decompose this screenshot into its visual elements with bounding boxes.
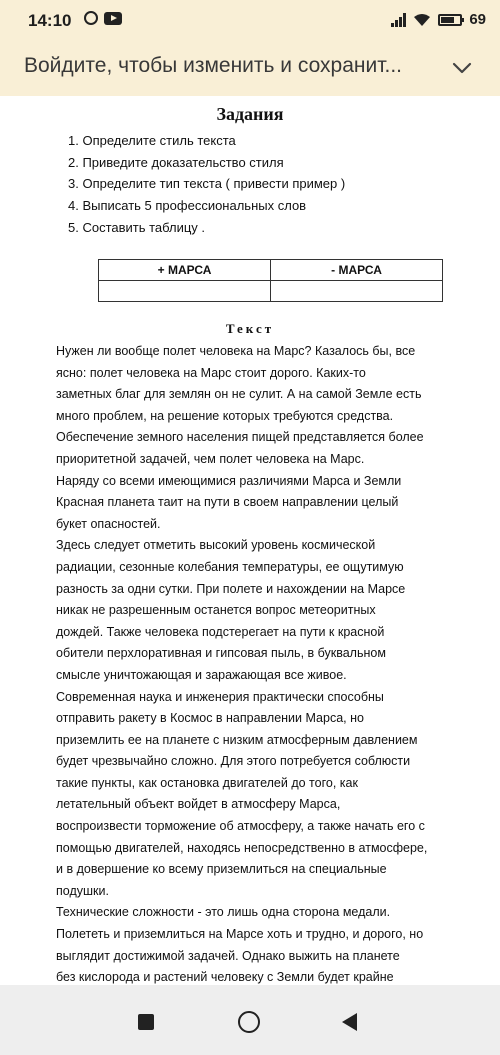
sign-in-banner[interactable] — [0, 40, 500, 96]
text-line: радиации, сезонные колебания температуры, ее ощутимую — [56, 559, 404, 574]
text-line: будет чрезвычайно сложно. Для этого потребуется соблюсти — [56, 754, 411, 769]
mars-table — [98, 259, 443, 302]
document-view[interactable] — [0, 96, 500, 985]
text-line: смысле уничтожающая и заражающая все живое. — [56, 667, 347, 682]
text-line: ясно: полет человека на Марс стоит дорого. Каких-то — [56, 365, 366, 380]
circle-icon[interactable] — [238, 1011, 260, 1033]
text-line: приземлить ее на планете с низким атмосферным давлением — [56, 732, 418, 747]
text-line: без кислорода и растений человеку с Земли будет крайне — [56, 970, 394, 985]
table-header-plus: + МАРСА — [99, 260, 271, 281]
text-line: и в довершение ко всему приземлиться на специальные — [56, 862, 387, 877]
text-line: выглядит достижимой задачей. Однако выжить на планете — [56, 948, 400, 963]
task-item: 4. Выписать 5 профессиональных слов — [68, 198, 307, 214]
task-item: 2. Приведите доказательство стиля — [68, 154, 284, 170]
text-line: заметных благ для землян он не сулит. А на самой Земле есть — [56, 387, 422, 402]
status-bar — [0, 0, 500, 40]
status-system-icons — [391, 11, 486, 28]
text-line: Полететь и приземлиться на Марсе хоть и трудно, и дорого, но — [56, 927, 424, 942]
article-body — [56, 341, 491, 1010]
text-line: обители перхлоративная и гипсовая пыль, в буквальном — [56, 646, 386, 661]
table-cell — [99, 281, 271, 302]
text-line: Здесь следует отметить высокий уровень космической — [56, 538, 376, 553]
signal-icon — [391, 13, 406, 27]
table-header-row — [99, 260, 443, 281]
wifi-icon — [413, 13, 431, 27]
task-item: 3. Определите тип текста ( привести пример ) — [68, 176, 346, 192]
text-line: подушки. — [56, 883, 109, 898]
text-line: отправить ракету в Космос в направлении Марса, но — [56, 711, 364, 726]
square-icon[interactable] — [138, 1014, 154, 1030]
youtube-icon — [104, 12, 122, 25]
text-line: разность за одни сутки. При полете и нахождении на Марсе — [56, 581, 406, 596]
text-line: летательный объект войдет в атмосферу Марса, — [56, 797, 341, 812]
status-notification-icons — [84, 11, 122, 25]
text-line: такие пункты, как остановка двигателей до того, как — [56, 775, 358, 790]
triangle-back-icon[interactable] — [342, 1013, 357, 1031]
table-row — [99, 281, 443, 302]
chevron-down-icon[interactable] — [452, 62, 472, 74]
document-title: Задания — [216, 104, 284, 124]
battery-percent: 69 — [469, 11, 486, 28]
text-line: воспроизвести торможение об атмосферу, а также начать его с — [56, 819, 425, 834]
navigation-bar — [0, 985, 500, 1055]
text-line: дождей. Также человека подстерегает на пути к красной — [56, 624, 385, 639]
text-line: Технические сложности - это лишь одна сторона медали. — [56, 905, 391, 920]
table-header-minus: - МАРСА — [271, 260, 443, 281]
task-item: 1. Определите стиль текста — [68, 133, 236, 148]
text-heading: Текст — [225, 321, 275, 336]
text-line: Красная планета таит на пути в своем направлении целый — [56, 495, 399, 510]
text-line: помощью двигателей, находясь непосредственно в атмосфере, — [56, 840, 428, 855]
text-line: Современная наука и инженерия практически способны — [56, 689, 384, 704]
text-line: много проблем, на решение которых требуются средства. — [56, 408, 394, 423]
text-line: приоритетной задачей, чем полет человека на Марс. — [56, 451, 365, 466]
text-line: Наряду со всеми имеющимися различиями Марса и Земли — [56, 473, 402, 488]
alarm-icon — [84, 11, 98, 25]
table-cell — [271, 281, 443, 302]
sign-in-banner-text[interactable]: Войдите, чтобы изменить и сохранит... — [24, 54, 403, 77]
status-time: 14:10 — [28, 11, 72, 30]
battery-icon — [438, 14, 462, 26]
text-line: никак не разрешенным останется вопрос метеоритных — [56, 603, 376, 618]
task-item: 5. Составить таблицу . — [68, 219, 206, 235]
text-line: Обеспечение земного населения пищей представляется более — [56, 430, 424, 445]
task-list — [68, 130, 488, 238]
text-line: Нужен ли вообще полет человека на Марс? Казалось бы, все — [56, 344, 416, 358]
text-line: букет опасностей. — [56, 516, 161, 531]
